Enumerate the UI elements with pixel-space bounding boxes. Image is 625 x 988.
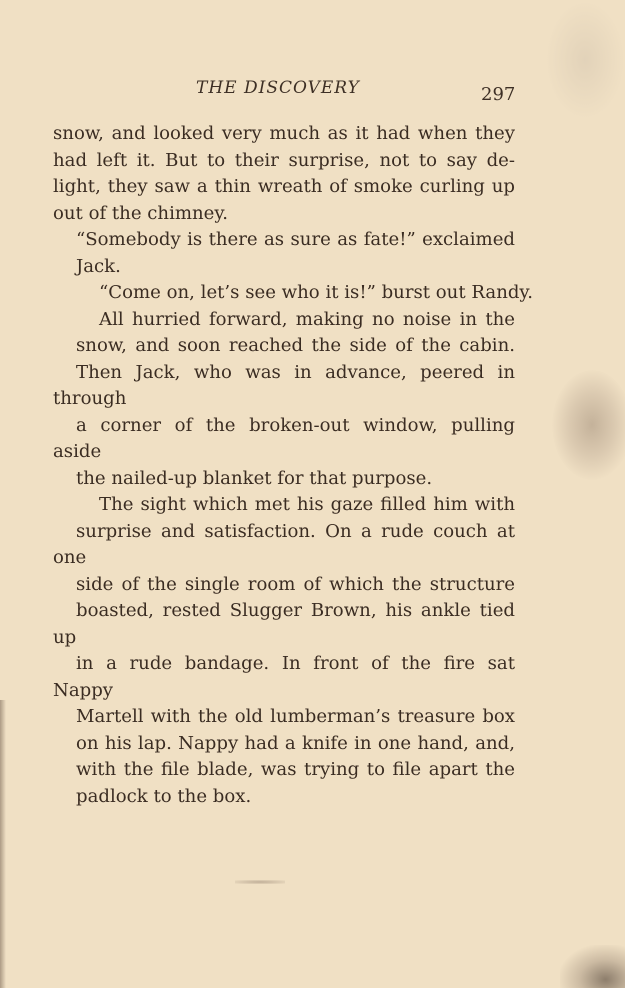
text-line: on his lap. Nappy had a knife in one hand, and, (76, 732, 515, 754)
text-line: in a rude bandage. In front of the fire sat Nappy (53, 653, 515, 701)
paragraph (53, 307, 515, 493)
text-line: light, they saw a thin wreath of smoke curling up (53, 176, 515, 197)
text-line: boasted, rested Slugger Brown, his ankle tied up (53, 600, 515, 648)
text-line: All hurried forward, making no noise in the (99, 308, 515, 330)
text-line: surprise and satisfaction. On a rude couch at one (53, 520, 515, 568)
text-line: “Somebody is there as sure as fate!” exclaimed (76, 229, 515, 250)
body-text (53, 121, 533, 810)
paper-stain (560, 945, 625, 988)
text-line: Martell with the old lumberman’s treasure box (76, 706, 515, 727)
paragraph (53, 121, 515, 227)
text-line: Jack. (76, 255, 121, 277)
paragraph (53, 492, 515, 810)
text-line: had left it. But to their surprise, not to say de- (53, 149, 515, 171)
text-line: The sight which met his gaze filled him with (99, 494, 515, 515)
text-line: padlock to the box. (76, 785, 252, 807)
text-line: snow, and soon reached the side of the cabin. (76, 335, 515, 356)
text-line: out of the chimney. (53, 202, 228, 224)
paragraph (53, 280, 533, 307)
text-line: with the file blade, was trying to file apart the (76, 759, 515, 780)
text-line: Then Jack, who was in advance, peered in through (53, 361, 515, 409)
page-header (0, 78, 625, 108)
text-line: snow, and looked very much as it had when they (53, 123, 515, 144)
text-line: a corner of the broken-out window, pulling aside (53, 414, 515, 462)
text-line: side of the single room of which the structure (76, 573, 515, 595)
page-edge-shadow (0, 700, 6, 988)
paper-stain (552, 370, 625, 480)
paragraph (53, 227, 515, 280)
running-title: THE DISCOVERY (196, 78, 360, 98)
paper-speck (235, 880, 285, 884)
page-number: 297 (481, 84, 516, 105)
text-line: the nailed-up blanket for that purpose. (76, 467, 433, 489)
text-line: “Come on, let’s see who it is!” burst out Randy. (99, 282, 533, 303)
